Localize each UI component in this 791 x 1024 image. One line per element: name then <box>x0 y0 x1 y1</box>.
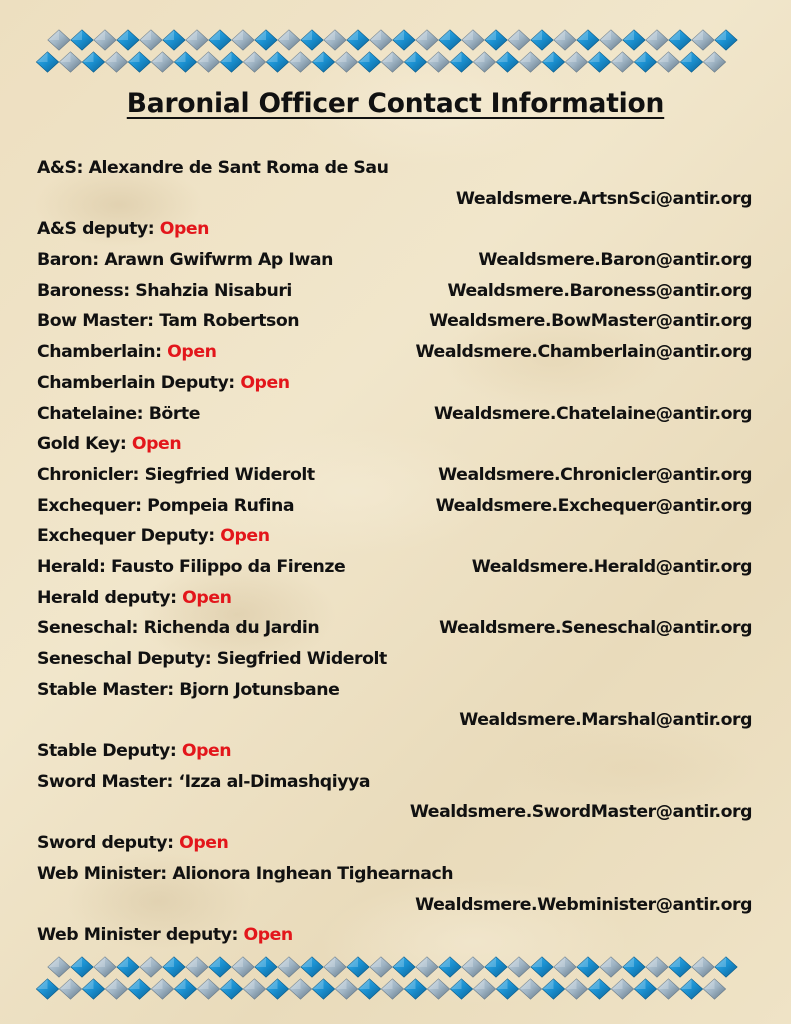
officer-name: Siegfried Widerolt <box>216 649 387 669</box>
top-diamond-border <box>0 28 791 76</box>
officer-email-link[interactable]: Wealdsmere.BowMaster@antir.org <box>429 311 752 332</box>
office-title: Baron: <box>37 250 99 271</box>
office-title: Seneschal Deputy: <box>37 649 212 669</box>
officer-row <box>37 583 752 614</box>
office-title: Chronicler: <box>37 464 139 485</box>
officer-name: Richenda du Jardin <box>143 618 320 639</box>
diamond-facet-icon <box>48 30 59 40</box>
officer-email-link[interactable]: Wealdsmere.Chatelaine@antir.org <box>434 403 752 424</box>
officer-row <box>37 552 752 583</box>
officer-row <box>37 184 752 215</box>
officer-email-link[interactable]: Wealdsmere.Webminister@antir.org <box>415 894 752 915</box>
officer-email-link[interactable]: Wealdsmere.Marshal@antir.org <box>459 710 752 731</box>
officer-row <box>37 399 752 430</box>
open-position-status: Open <box>131 434 182 455</box>
officer-entry <box>37 521 270 552</box>
diamond-pattern-icon <box>0 28 791 76</box>
officer-row <box>37 736 752 767</box>
open-position-status: Open <box>159 219 210 240</box>
officer-email-link[interactable]: Wealdsmere.Herald@antir.org <box>471 556 752 577</box>
officer-row <box>37 920 752 951</box>
office-title: Chatelaine: <box>37 403 144 424</box>
officer-row <box>37 644 752 675</box>
office-title: Sword Master: <box>37 771 173 792</box>
officer-row <box>37 245 752 276</box>
officer-name: Arawn Gwifwrm Ap Iwan <box>104 250 333 271</box>
officer-entry <box>37 306 299 337</box>
officer-row <box>37 214 752 245</box>
page-title-text: Baronial Officer Contact Information <box>126 88 665 119</box>
officer-email-link[interactable]: Wealdsmere.Exchequer@antir.org <box>435 495 752 516</box>
officer-name: Pompeia Rufina <box>147 495 295 516</box>
officer-name: Tam Robertson <box>159 311 300 332</box>
officer-name: Siegfried Widerolt <box>144 464 315 485</box>
officer-row <box>37 491 752 522</box>
officer-row <box>37 429 752 460</box>
office-title: Exchequer Deputy: <box>37 526 215 547</box>
officer-email-link[interactable]: Wealdsmere.ArtsnSci@antir.org <box>455 188 752 209</box>
officer-entry <box>37 920 293 951</box>
officer-name: ‘Izza al-Dimashqiyya <box>178 771 371 792</box>
officer-email-link[interactable]: Wealdsmere.SwordMaster@antir.org <box>409 802 752 823</box>
officer-row <box>37 460 752 491</box>
officer-row <box>37 859 752 890</box>
officer-email-link[interactable]: Wealdsmere.Chronicler@antir.org <box>438 464 752 485</box>
office-title: Herald deputy: <box>37 587 177 608</box>
officer-entry <box>37 214 209 245</box>
office-title: Chamberlain Deputy: <box>37 372 235 393</box>
officer-email-link[interactable]: Wealdsmere.Seneschal@antir.org <box>439 618 752 639</box>
officer-row <box>37 705 752 736</box>
officer-row <box>37 276 752 307</box>
officer-email-link[interactable]: Wealdsmere.Chamberlain@antir.org <box>415 342 752 363</box>
officer-entry <box>37 675 339 706</box>
officer-name: Alionora Inghean Tighearnach <box>172 863 454 884</box>
officer-row <box>37 368 752 399</box>
office-title: Seneschal: <box>37 618 139 639</box>
officer-contact-list <box>37 153 752 951</box>
officer-row <box>37 890 752 921</box>
officer-entry <box>37 429 181 460</box>
officer-email-link[interactable]: Wealdsmere.Baron@antir.org <box>478 250 752 271</box>
officer-row <box>37 797 752 828</box>
officer-name: Shahzia Nisaburi <box>135 280 292 301</box>
officer-row <box>37 613 752 644</box>
diamond-pattern-icon <box>0 955 791 1003</box>
open-position-status: Open <box>182 587 232 608</box>
office-title: Stable Deputy: <box>37 741 177 762</box>
officer-entry <box>37 245 333 276</box>
officer-row <box>37 767 752 798</box>
officer-entry <box>37 153 388 184</box>
officer-entry <box>37 552 345 583</box>
open-position-status: Open <box>243 925 293 946</box>
open-position-status: Open <box>220 526 270 547</box>
officer-row <box>37 521 752 552</box>
office-title: Web Minister: <box>37 863 167 884</box>
bottom-diamond-border <box>0 955 791 1003</box>
officer-email-link[interactable]: Wealdsmere.Baroness@antir.org <box>447 280 752 301</box>
page-title <box>0 88 791 119</box>
officer-name: Fausto Filippo da Firenze <box>111 556 346 577</box>
open-position-status: Open <box>167 342 217 363</box>
officer-entry <box>37 644 387 675</box>
open-position-status: Open <box>181 741 232 762</box>
officer-entry <box>37 276 292 307</box>
officer-entry <box>37 767 370 798</box>
officer-entry <box>37 491 294 522</box>
office-title: Herald: <box>37 556 106 577</box>
officer-entry <box>37 828 228 859</box>
officer-name: Alexandre de Sant Roma de Sau <box>88 158 389 178</box>
officer-entry <box>37 583 231 614</box>
office-title: Baroness: <box>37 280 130 301</box>
officer-row <box>37 153 752 184</box>
office-title: Web Minister deputy: <box>37 925 238 946</box>
officer-name: Bjorn Jotunsbane <box>179 679 340 700</box>
office-title: Gold Key: <box>37 434 127 455</box>
officer-entry <box>37 337 216 368</box>
officer-entry <box>37 368 290 399</box>
officer-entry <box>37 399 200 430</box>
office-title: Sword deputy: <box>37 833 174 854</box>
officer-entry <box>37 736 231 767</box>
officer-entry <box>37 859 453 890</box>
office-title: Bow Master: <box>37 311 154 332</box>
office-title: Chamberlain: <box>37 342 162 363</box>
office-title: Exchequer: <box>37 495 142 516</box>
open-position-status: Open <box>179 833 229 854</box>
officer-entry <box>37 613 319 644</box>
officer-row <box>37 675 752 706</box>
officer-row <box>37 828 752 859</box>
open-position-status: Open <box>240 372 290 393</box>
officer-row <box>37 337 752 368</box>
office-title: Stable Master: <box>37 679 174 700</box>
office-title: A&S: <box>37 158 84 178</box>
officer-name: Börte <box>148 403 201 424</box>
officer-row <box>37 306 752 337</box>
office-title: A&S deputy: <box>37 219 155 240</box>
officer-entry <box>37 460 315 491</box>
